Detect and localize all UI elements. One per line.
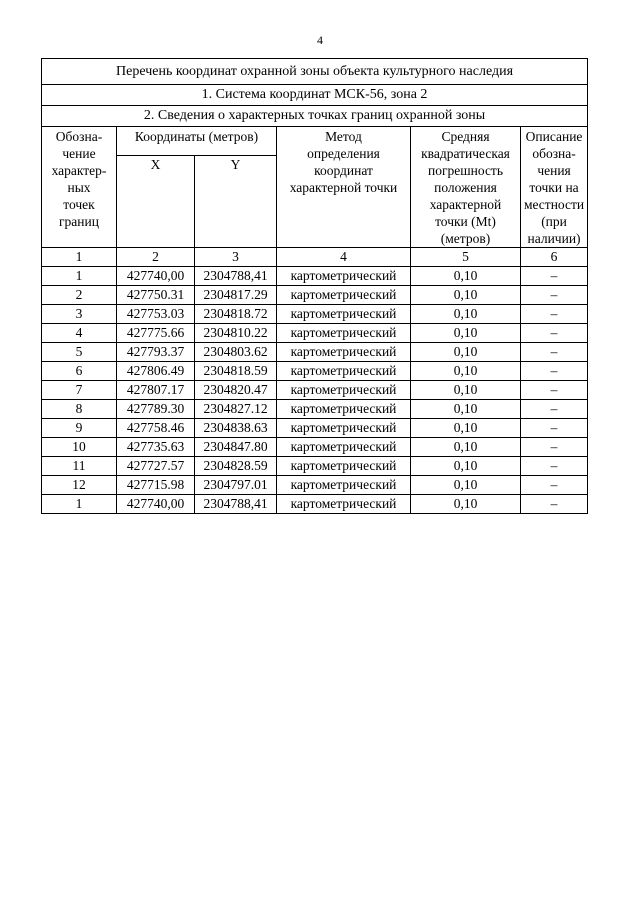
method-cell: картометрический <box>277 324 411 343</box>
point-number: 10 <box>42 438 117 457</box>
coordinate-x: 427758.46 <box>117 419 195 438</box>
table-row <box>42 286 588 305</box>
error-cell: 0,10 <box>411 400 521 419</box>
method-cell: картометрический <box>277 457 411 476</box>
coordinate-x: 427727.57 <box>117 457 195 476</box>
error-cell: 0,10 <box>411 362 521 381</box>
point-number: 12 <box>42 476 117 495</box>
point-number: 7 <box>42 381 117 400</box>
point-number: 11 <box>42 457 117 476</box>
description-cell: – <box>521 381 588 400</box>
coordinate-y: 2304828.59 <box>195 457 277 476</box>
description-cell: – <box>521 324 588 343</box>
table-row <box>42 267 588 286</box>
coordinate-y: 2304838.63 <box>195 419 277 438</box>
table-row <box>42 457 588 476</box>
description-cell: – <box>521 400 588 419</box>
method-cell: картометрический <box>277 362 411 381</box>
column-number: 2 <box>117 248 195 267</box>
table-row <box>42 343 588 362</box>
method-cell: картометрический <box>277 476 411 495</box>
coordinate-y: 2304788,41 <box>195 495 277 514</box>
table-row <box>42 400 588 419</box>
point-number: 6 <box>42 362 117 381</box>
coordinate-y: 2304818.72 <box>195 305 277 324</box>
table-row <box>42 438 588 457</box>
point-number: 2 <box>42 286 117 305</box>
point-number: 5 <box>42 343 117 362</box>
coordinate-x: 427753.03 <box>117 305 195 324</box>
coordinate-y: 2304788,41 <box>195 267 277 286</box>
method-cell: картометрический <box>277 267 411 286</box>
coordinate-x: 427740,00 <box>117 495 195 514</box>
section-title: 2. Сведения о характерных точках границ охранной зоны <box>42 106 588 127</box>
point-number: 9 <box>42 419 117 438</box>
header-designation: Обозна- чение характер- ных точек границ <box>42 127 117 248</box>
table-row <box>42 362 588 381</box>
column-number: 1 <box>42 248 117 267</box>
error-cell: 0,10 <box>411 419 521 438</box>
coordinate-x: 427807.17 <box>117 381 195 400</box>
point-number: 1 <box>42 495 117 514</box>
error-cell: 0,10 <box>411 343 521 362</box>
table-row <box>42 476 588 495</box>
table-row <box>42 381 588 400</box>
point-number: 1 <box>42 267 117 286</box>
coordinate-y: 2304820.47 <box>195 381 277 400</box>
description-cell: – <box>521 286 588 305</box>
coordinate-x: 427789.30 <box>117 400 195 419</box>
method-cell: картометрический <box>277 438 411 457</box>
column-number: 6 <box>521 248 588 267</box>
coordinate-x: 427740,00 <box>117 267 195 286</box>
coordinate-x: 427715.98 <box>117 476 195 495</box>
error-cell: 0,10 <box>411 381 521 400</box>
coordinate-x: 427735.63 <box>117 438 195 457</box>
column-number: 3 <box>195 248 277 267</box>
description-cell: – <box>521 438 588 457</box>
table-row <box>42 419 588 438</box>
error-cell: 0,10 <box>411 267 521 286</box>
description-cell: – <box>521 476 588 495</box>
page-number: 4 <box>317 33 323 47</box>
coordinate-y: 2304810.22 <box>195 324 277 343</box>
method-cell: картометрический <box>277 381 411 400</box>
coordinate-y: 2304827.12 <box>195 400 277 419</box>
error-cell: 0,10 <box>411 286 521 305</box>
column-number: 4 <box>277 248 411 267</box>
description-cell: – <box>521 305 588 324</box>
table-row <box>42 495 588 514</box>
header-coordinates: Координаты (метров) <box>117 127 277 156</box>
method-cell: картометрический <box>277 495 411 514</box>
coordinate-system: 1. Система координат МСК-56, зона 2 <box>42 85 588 106</box>
description-cell: – <box>521 419 588 438</box>
header-description: Описание обозна- чения точки на местности (при наличии) <box>521 127 588 248</box>
coordinate-x: 427775.66 <box>117 324 195 343</box>
point-number: 3 <box>42 305 117 324</box>
header-method: Метод определения координат характерной точки <box>277 127 411 248</box>
coordinate-x: 427750.31 <box>117 286 195 305</box>
error-cell: 0,10 <box>411 457 521 476</box>
coordinate-x: 427806.49 <box>117 362 195 381</box>
description-cell: – <box>521 362 588 381</box>
coordinate-y: 2304817.29 <box>195 286 277 305</box>
point-number: 4 <box>42 324 117 343</box>
coordinates-table <box>41 58 588 514</box>
coordinate-y: 2304847.80 <box>195 438 277 457</box>
error-cell: 0,10 <box>411 495 521 514</box>
method-cell: картометрический <box>277 343 411 362</box>
column-number: 5 <box>411 248 521 267</box>
method-cell: картометрический <box>277 400 411 419</box>
description-cell: – <box>521 457 588 476</box>
coordinate-y: 2304818.59 <box>195 362 277 381</box>
method-cell: картометрический <box>277 419 411 438</box>
error-cell: 0,10 <box>411 438 521 457</box>
error-cell: 0,10 <box>411 324 521 343</box>
point-number: 8 <box>42 400 117 419</box>
header-y: Y <box>195 156 277 248</box>
method-cell: картометрический <box>277 305 411 324</box>
error-cell: 0,10 <box>411 476 521 495</box>
description-cell: – <box>521 267 588 286</box>
error-cell: 0,10 <box>411 305 521 324</box>
table-row <box>42 324 588 343</box>
method-cell: картометрический <box>277 286 411 305</box>
header-error: Средняя квадратическая погрешность положения характерной точки (Mt) (метров) <box>411 127 521 248</box>
table-row <box>42 305 588 324</box>
coordinate-y: 2304803.62 <box>195 343 277 362</box>
coordinate-x: 427793.37 <box>117 343 195 362</box>
column-numbers-row <box>42 248 588 267</box>
description-cell: – <box>521 343 588 362</box>
description-cell: – <box>521 495 588 514</box>
coordinate-y: 2304797.01 <box>195 476 277 495</box>
table-title: Перечень координат охранной зоны объекта культурного наследия <box>42 59 588 85</box>
header-x: X <box>117 156 195 248</box>
